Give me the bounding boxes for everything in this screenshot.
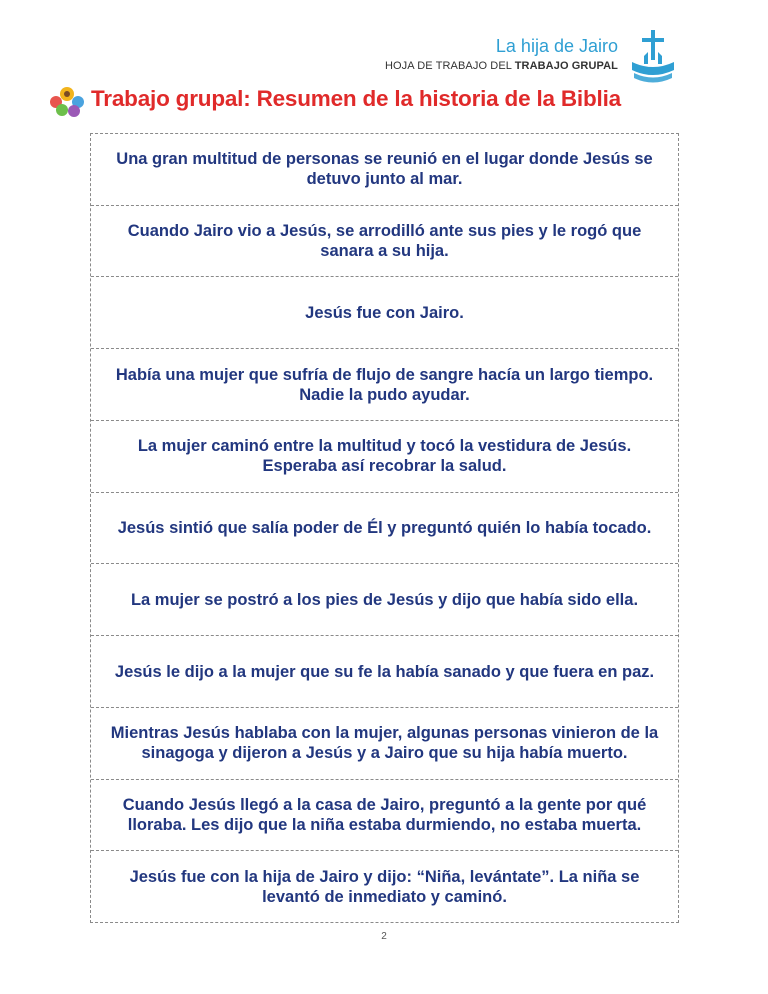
worksheet-title: La hija de Jairo (495, 36, 618, 56)
story-strip-10[interactable]: Cuando Jesús llegó a la casa de Jairo, preguntó a la gente por qué lloraba. Les dijo que la niña estaba durmiendo, no estaba muerta. (91, 779, 678, 851)
page-title: Trabajo grupal: Resumen de la historia de la Biblia (91, 86, 621, 111)
story-strip-2[interactable]: Cuando Jairo vio a Jesús, se arrodilló ante sus pies y le rogó que sanara a su hija. (91, 205, 678, 277)
story-strip-9[interactable]: Mientras Jesús hablaba con la mujer, algunas personas vinieron de la sinagoga y dijeron a Jesús y a Jairo que su hija había muerto. (91, 707, 678, 779)
story-strip-6[interactable]: Jesús sintió que salía poder de Él y preguntó quién lo había tocado. (91, 492, 678, 564)
church-cross-logo-icon (628, 28, 678, 88)
story-strip-8[interactable]: Jesús le dijo a la mujer que su fe la había sanado y que fuera en paz. (91, 635, 678, 707)
children-group-icon (46, 82, 88, 120)
story-strip-11[interactable]: Jesús fue con la hija de Jairo y dijo: “Niña, levántate”. La niña se levantó de inmediato y caminó. (91, 850, 678, 922)
subtitle-prefix: HOJA DE TRABAJO DEL (384, 60, 512, 72)
page-number: 2 (381, 931, 387, 942)
story-strip-7[interactable]: La mujer se postró a los pies de Jesús y dijo que había sido ella. (91, 563, 678, 635)
story-strip-5[interactable]: La mujer caminó entre la multitud y tocó la vestidura de Jesús. Esperaba así recobrar la salud. (91, 420, 678, 492)
worksheet-subtitle (385, 60, 618, 72)
story-strip-4[interactable]: Había una mujer que sufría de flujo de sangre hacía un largo tiempo. Nadie la pudo ayudar. (91, 348, 678, 420)
subtitle-bold: TRABAJO GRUPAL (514, 60, 618, 72)
story-strip-3[interactable]: Jesús fue con Jairo. (91, 276, 678, 348)
story-strips-table (90, 133, 679, 923)
story-strip-1[interactable]: Una gran multitud de personas se reunió en el lugar donde Jesús se detuvo junto al mar. (116, 150, 653, 189)
